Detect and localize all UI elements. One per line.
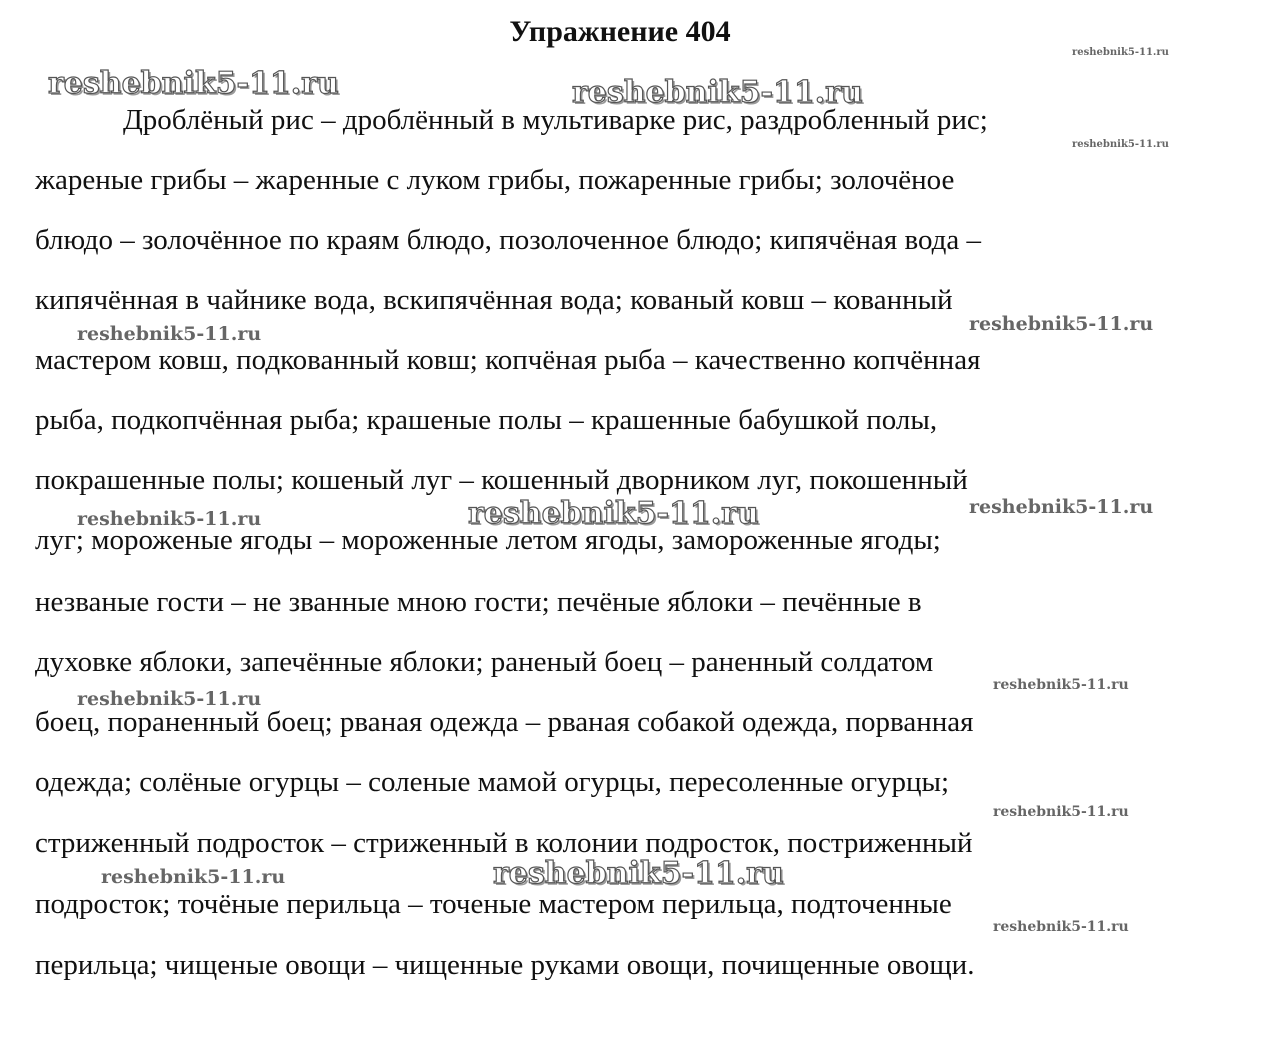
- text-line: незваные гости – не званные мною гости; печёные яблоки – печённые в: [35, 586, 922, 618]
- watermark: reshebnik5-11.ru: [101, 866, 286, 888]
- text-line: блюдо – золочённое по краям блюдо, позолоченное блюдо; кипячёная вода –: [35, 224, 981, 256]
- text-line: Дроблёный рис – дроблённый в мультиварке рис, раздробленный рис;: [123, 104, 988, 136]
- text-line: одежда; солёные огурцы – соленые мамой огурцы, пересоленные огурцы;: [35, 766, 950, 798]
- watermark: reshebnik5-11.ru: [77, 688, 262, 710]
- text-line: перильца; чищеные овощи – чищенные руками овощи, почищенные овощи.: [35, 949, 975, 981]
- watermark: reshebnik5-11.ru: [993, 804, 1129, 820]
- watermark: reshebnik5-11.ru: [969, 313, 1154, 335]
- watermark: reshebnik5-11.ru: [969, 496, 1154, 518]
- watermark: reshebnik5-11.ru: [993, 919, 1129, 935]
- text-line: луг; мороженые ягоды – мороженные летом ягоды, замороженные ягоды;: [35, 524, 941, 556]
- text-line: боец, пораненный боец; рваная одежда – рваная собакой одежда, порванная: [35, 706, 974, 738]
- text-line: духовке яблоки, запечённые яблоки; раненый боец – раненный солдатом: [35, 646, 934, 678]
- watermark: reshebnik5-11.ru: [48, 66, 339, 101]
- exercise-title: Упражнение 404: [509, 15, 731, 48]
- watermark: reshebnik5-11.ru: [493, 856, 784, 891]
- text-line: стриженный подросток – стриженный в колонии подросток, постриженный: [35, 827, 973, 859]
- text-line: кипячённая в чайнике вода, вскипячённая вода; кованый ковш – кованный: [35, 284, 953, 316]
- text-line: мастером ковш, подкованный ковш; копчёная рыба – качественно копчённая: [35, 344, 981, 376]
- watermark: reshebnik5-11.ru: [993, 677, 1129, 693]
- watermark: reshebnik5-11.ru: [1072, 47, 1169, 58]
- watermark: reshebnik5-11.ru: [468, 496, 759, 531]
- watermark: reshebnik5-11.ru: [77, 323, 262, 345]
- watermark: reshebnik5-11.ru: [77, 508, 262, 530]
- text-line: жареные грибы – жаренные с луком грибы, пожаренные грибы; золочёное: [35, 164, 955, 196]
- text-line: покрашенные полы; кошеный луг – кошенный дворником луг, покошенный: [35, 464, 968, 496]
- text-line: рыба, подкопчённая рыба; крашеные полы – крашенные бабушкой полы,: [35, 404, 938, 436]
- watermark: reshebnik5-11.ru: [1072, 139, 1169, 150]
- text-line: подросток; точёные перильца – точеные мастером перильца, подточенные: [35, 888, 952, 920]
- watermark: reshebnik5-11.ru: [572, 75, 863, 110]
